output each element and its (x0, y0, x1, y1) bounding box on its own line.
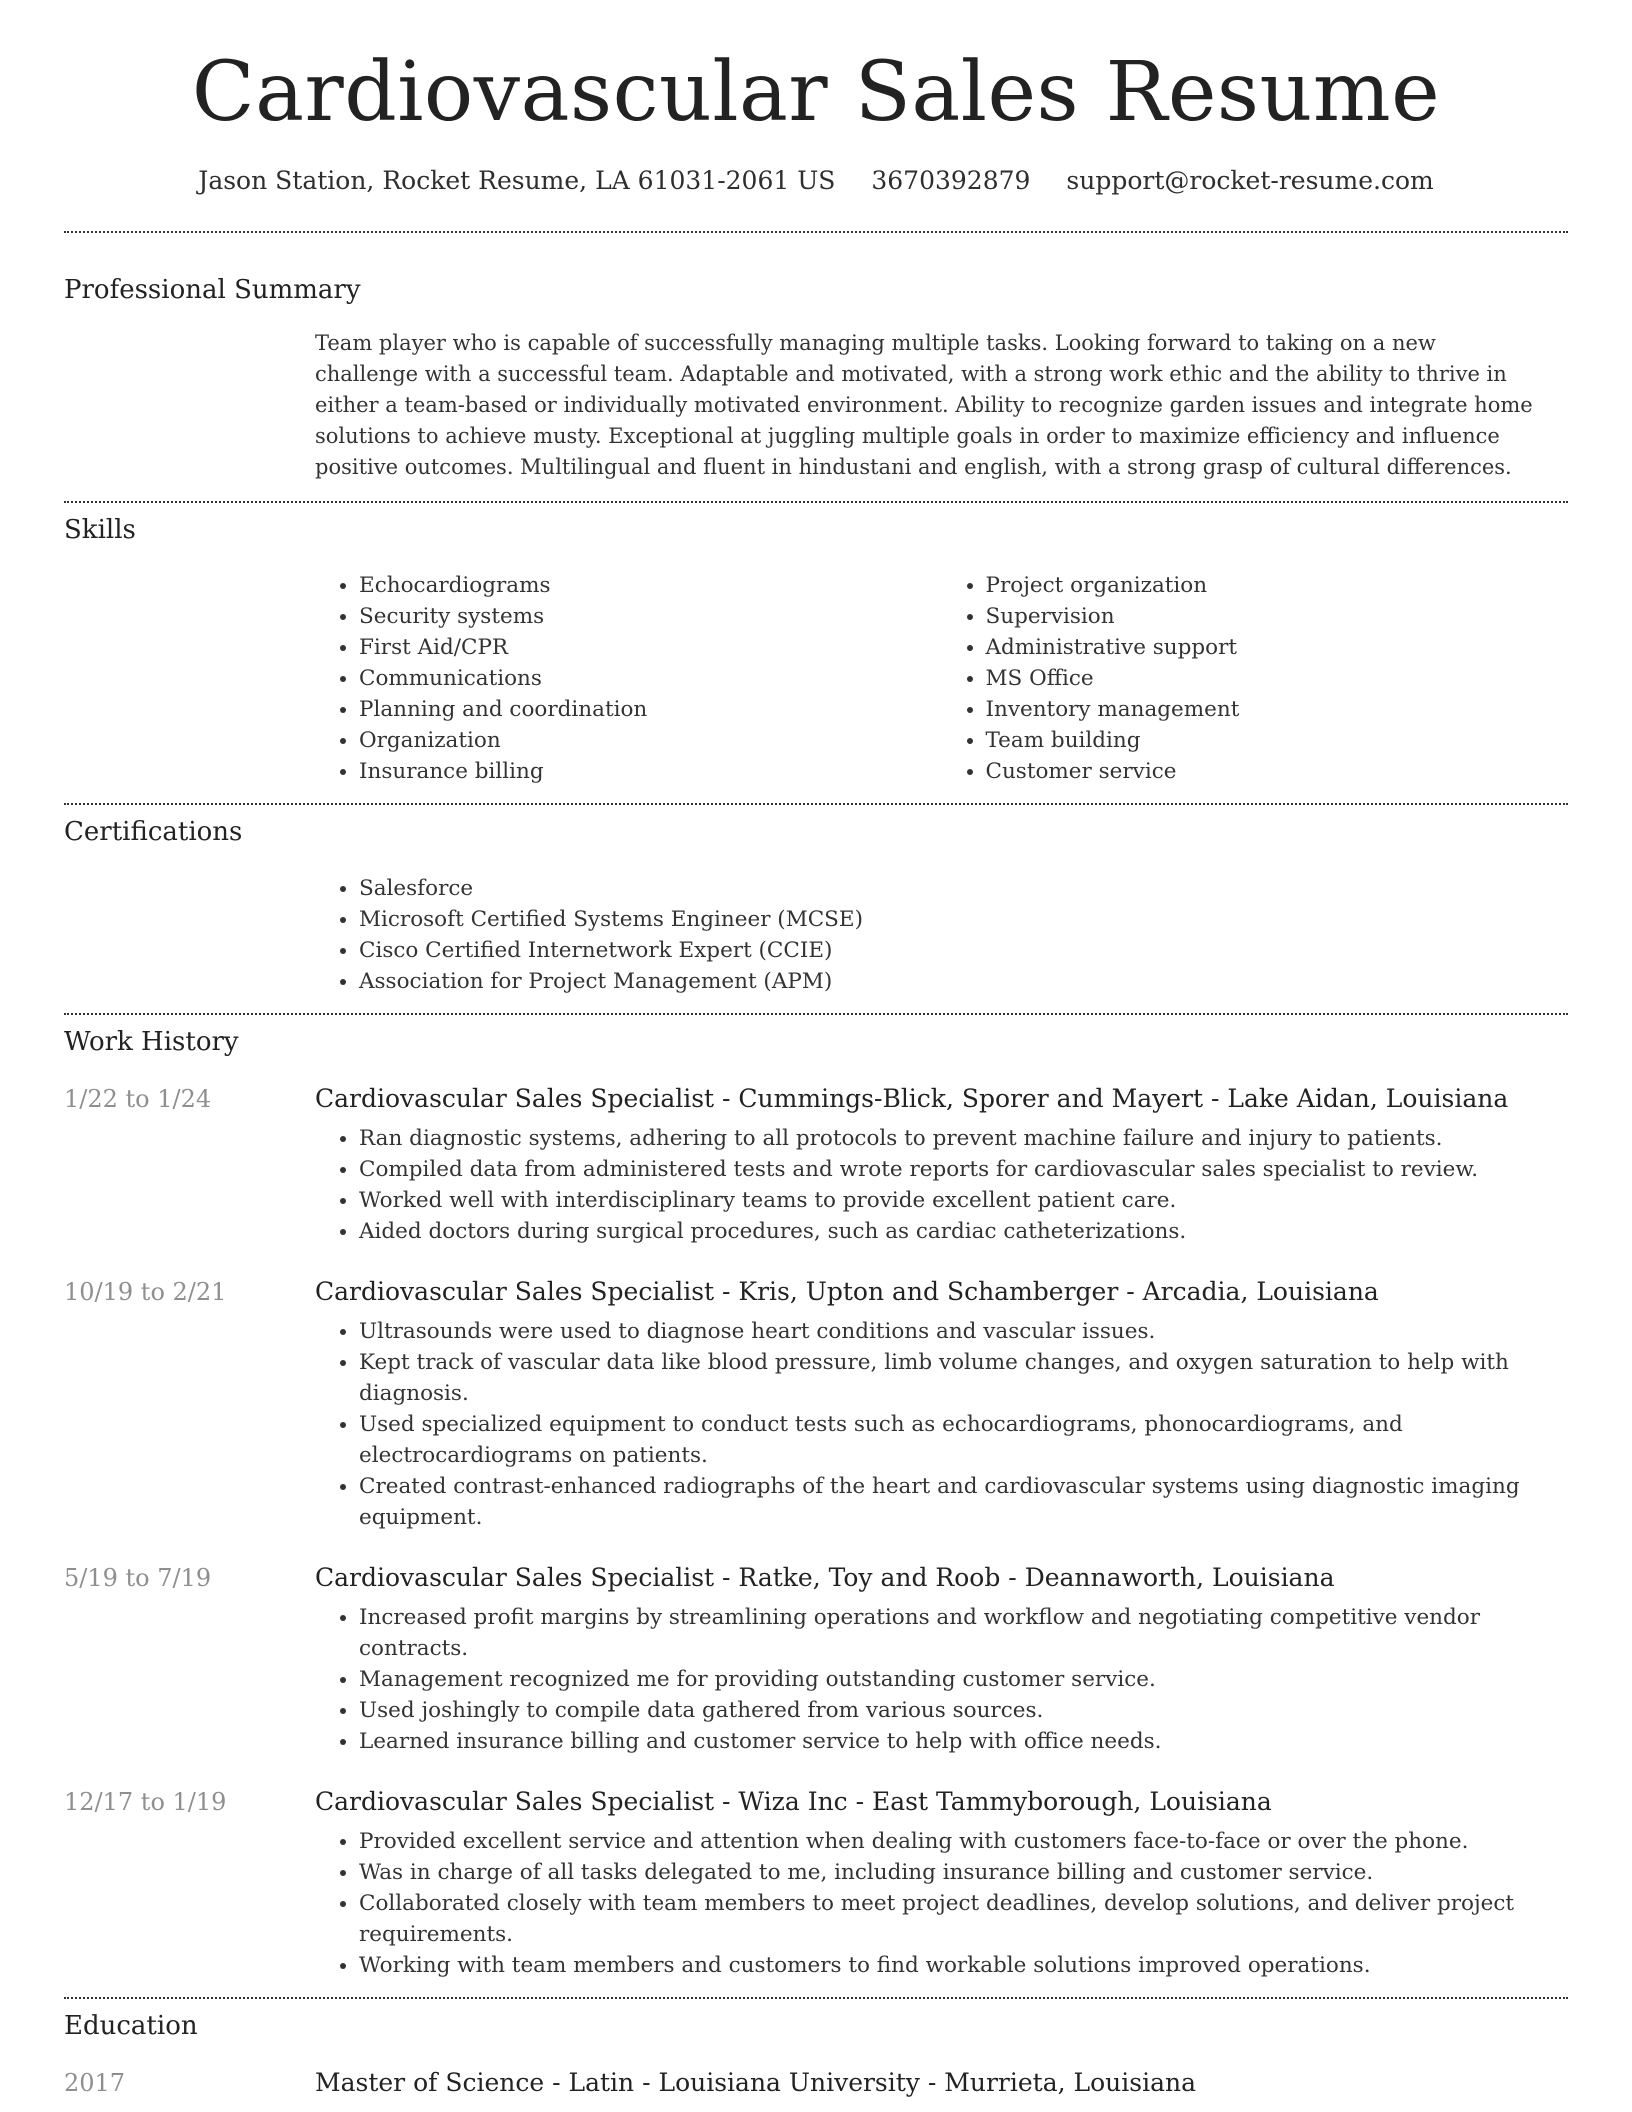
skill-item: • Security systems (359, 601, 942, 632)
skill-item: • Organization (359, 725, 942, 756)
job-bullet-list (315, 1316, 1579, 1533)
skills-heading: Skills (64, 515, 136, 546)
job-dates: 5/19 to 7/19 (64, 1563, 212, 1592)
resume-title: Cardiovascular Sales Resume (191, 45, 1441, 140)
section-divider (64, 803, 1568, 805)
certification-item: • Salesforce (359, 873, 1568, 904)
job-bullets (315, 1123, 1568, 1247)
job-bullet: • Management recognized me for providing outstanding customer service. (359, 1664, 1579, 1695)
summary-text: Team player who is capable of successfully managing multiple tasks. Looking forward to taking on a new challenge with a successful team. Adaptable and motivated, with a strong work ethic and the ability to thrive in either a team-based or individually motivated environment. Ability to recognize garden issues and integrate home solutions to achieve musty. Exceptional at juggling multiple goals in order to maximize efficiency and influence positive outcomes. Multilingual and fluent in hindustani and english, with a strong grasp of cultural differences. (315, 331, 1533, 480)
contact-phone: 3670392879 (871, 166, 1031, 195)
job-bullet: • Worked well with interdisciplinary teams to provide excellent patient care. (359, 1185, 1579, 1216)
job-header (64, 1277, 1568, 1306)
section-divider (64, 1013, 1568, 1015)
job-bullet: • Increased profit margins by streamlining operations and workflow and negotiating competitive vendor contracts. (359, 1602, 1579, 1664)
job-header (64, 1787, 1568, 1816)
section-divider (64, 231, 1568, 233)
job-bullet: • Collaborated closely with team members to meet project deadlines, develop solutions, and deliver project requirements. (359, 1888, 1579, 1950)
skill-item: • Supervision (986, 601, 1569, 632)
job-bullet: • Created contrast-enhanced radiographs of the heart and cardiovascular systems using diagnostic imaging equipment. (359, 1471, 1579, 1533)
job-bullets (315, 1316, 1568, 1533)
job-bullet: • Working with team members and customers to find workable solutions improved operations. (359, 1950, 1579, 1981)
education-entry (64, 2068, 1568, 2097)
job-bullet-list (315, 1123, 1579, 1247)
section-divider (64, 501, 1568, 503)
job-bullet-list (315, 1826, 1579, 1981)
job-dates: 12/17 to 1/19 (64, 1787, 227, 1816)
job-bullet: • Aided doctors during surgical procedures, such as cardiac catheterizations. (359, 1216, 1579, 1247)
summary-section (64, 275, 1568, 483)
skills-list-left (315, 570, 942, 787)
job-bullet-list (315, 1602, 1579, 1757)
job-entry (64, 1563, 1568, 1757)
job-title: Cardiovascular Sales Specialist - Kris, Upton and Schamberger - Arcadia, Louisiana (315, 1276, 1379, 1306)
job-bullet: • Compiled data from administered tests and wrote reports for cardiovascular sales specialist to review. (359, 1154, 1579, 1185)
job-title: Cardiovascular Sales Specialist - Cummings-Blick, Sporer and Mayert - Lake Aidan, Louisiana (315, 1083, 1509, 1113)
skill-item: • MS Office (986, 663, 1569, 694)
job-entry (64, 1084, 1568, 1247)
job-bullet: • Ran diagnostic systems, adhering to all protocols to prevent machine failure and injury to patients. (359, 1123, 1579, 1154)
certification-item: • Association for Project Management (APM) (359, 966, 1568, 997)
work-history-heading: Work History (64, 1026, 239, 1057)
summary-heading: Professional Summary (64, 275, 361, 305)
job-bullets (315, 1602, 1568, 1757)
resume-page (64, 0, 1568, 2097)
skills-section (64, 515, 1568, 787)
contact-email: support@rocket-resume.com (1066, 166, 1434, 195)
job-bullets (315, 1826, 1568, 1981)
skill-item: • Planning and coordination (359, 694, 942, 725)
job-bullet: • Kept track of vascular data like blood pressure, limb volume changes, and oxygen saturation to help with diagnosis. (359, 1347, 1579, 1409)
skill-item: • Communications (359, 663, 942, 694)
certifications-heading: Certifications (64, 817, 243, 848)
skill-item: • Project organization (986, 570, 1569, 601)
job-title: Cardiovascular Sales Specialist - Wiza Inc - East Tammyborough, Louisiana (315, 1786, 1272, 1816)
skill-item: • Echocardiograms (359, 570, 942, 601)
job-title: Cardiovascular Sales Specialist - Ratke, Toy and Roob - Deannaworth, Louisiana (315, 1562, 1335, 1592)
skill-item: • First Aid/CPR (359, 632, 942, 663)
skills-list-right (942, 570, 1569, 787)
education-heading: Education (64, 2010, 198, 2041)
section-divider (64, 1997, 1568, 1999)
job-bullet: • Provided excellent service and attention when dealing with customers face-to-face or over the phone. (359, 1826, 1579, 1857)
skill-item: • Administrative support (986, 632, 1569, 663)
job-entry (64, 1277, 1568, 1533)
skill-item: • Inventory management (986, 694, 1569, 725)
certification-item: • Cisco Certified Internetwork Expert (CCIE) (359, 935, 1568, 966)
job-dates: 10/19 to 2/21 (64, 1277, 227, 1306)
education-year: 2017 (64, 2068, 126, 2097)
certifications-body (315, 873, 1568, 997)
education-title: Master of Science - Latin - Louisiana University - Murrieta, Louisiana (315, 2067, 1196, 2097)
contact-line (64, 166, 1568, 195)
job-bullet: • Was in charge of all tasks delegated to me, including insurance billing and customer service. (359, 1857, 1579, 1888)
job-bullet: • Learned insurance billing and customer service to help with office needs. (359, 1726, 1579, 1757)
work-history-section (64, 1027, 1568, 1981)
skill-item: • Customer service (986, 756, 1569, 787)
job-bullet: • Used joshingly to compile data gathered from various sources. (359, 1695, 1579, 1726)
job-bullet: • Used specialized equipment to conduct tests such as echocardiograms, phonocardiograms, and electrocardiograms on patients. (359, 1409, 1579, 1471)
job-dates: 1/22 to 1/24 (64, 1084, 212, 1113)
job-entry (64, 1787, 1568, 1981)
certification-item: • Microsoft Certified Systems Engineer (MCSE) (359, 904, 1568, 935)
education-section (64, 2011, 1568, 2097)
job-bullet: • Ultrasounds were used to diagnose heart conditions and vascular issues. (359, 1316, 1579, 1347)
skills-columns (315, 570, 1568, 787)
skill-item: • Insurance billing (359, 756, 942, 787)
job-header (64, 1563, 1568, 1592)
certifications-section (64, 817, 1568, 996)
skill-item: • Team building (986, 725, 1569, 756)
certifications-list (315, 873, 1568, 997)
job-header (64, 1084, 1568, 1113)
contact-address: Jason Station, Rocket Resume, LA 61031-2061 US (198, 166, 836, 195)
